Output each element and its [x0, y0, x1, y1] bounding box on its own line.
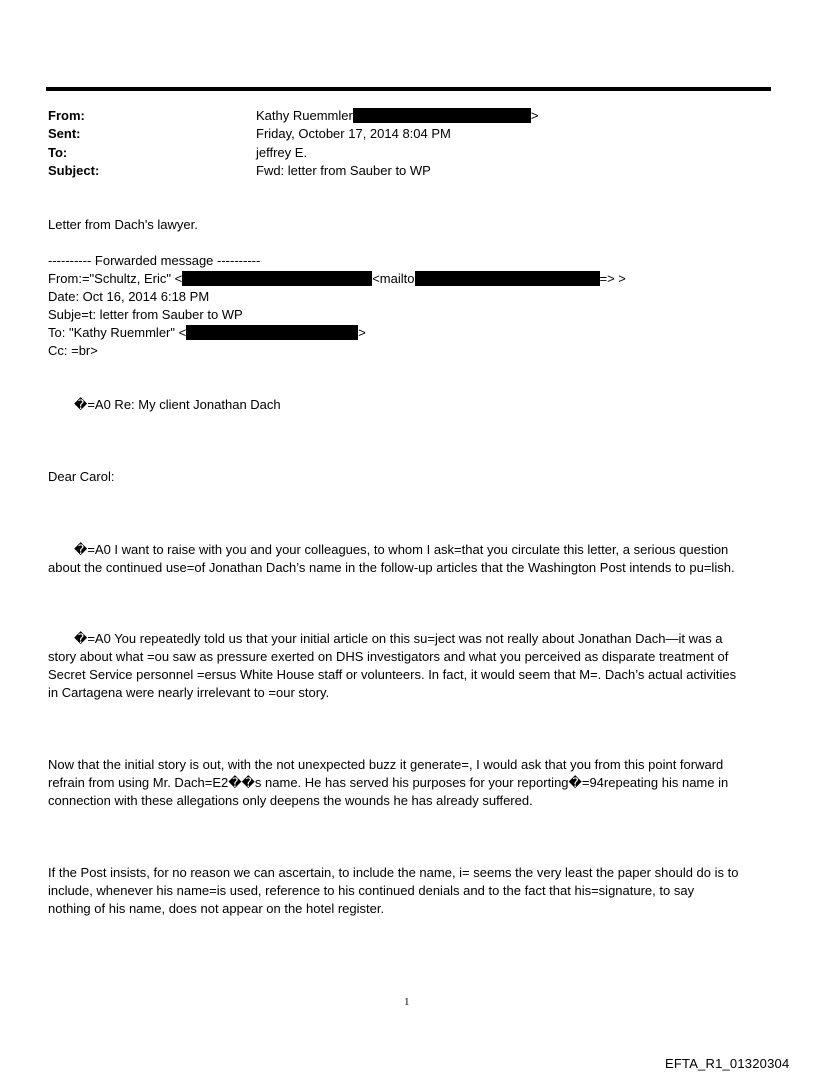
forwarded-subject: Subje=t: letter from Sauber to WP	[48, 307, 243, 322]
paragraph-line: Secret Service personnel =ersus White House staff or volunteers. In fact, it would seem that M=. Dach’s actual activities	[48, 667, 737, 682]
paragraph-line: connection with these allegations only deepens the wounds he has already suffered.	[48, 793, 533, 808]
bates-number: EFTA_R1_01320304	[665, 1056, 790, 1071]
forwarded-cc: Cc: =br>	[48, 343, 98, 358]
paragraph-line: nothing of his name, does not appear on the hotel register.	[48, 901, 385, 916]
redaction-box	[186, 325, 358, 340]
paragraph-line: Now that the initial story is out, with the not unexpected buzz it generate=, I would ask that you from this point forward	[48, 757, 724, 772]
forwarded-to-tail: >	[358, 325, 366, 340]
sent-label: Sent:	[48, 126, 81, 141]
redaction-box	[415, 271, 600, 286]
paragraph-line: about the continued use=of Jonathan Dach’s name in the follow-up articles that the Washington Post intends to pu=lish.	[48, 560, 735, 575]
paragraph-line: �=A0 I want to raise with you and your colleagues, to whom I ask=that you circulate this letter, a serious question	[74, 542, 729, 557]
redaction-box	[353, 108, 531, 123]
forwarded-date: Date: Oct 16, 2014 6:18 PM	[48, 289, 210, 304]
subject-value: Fwd: letter from Sauber to WP	[256, 163, 431, 178]
paragraph-line: refrain from using Mr. Dach=E2��s name. He has served his purposes for your reporting�=94repeating his name in	[48, 775, 729, 790]
from-tail: >	[530, 108, 539, 123]
intro-line: Letter from Dach's lawyer.	[48, 217, 198, 232]
salutation: Dear Carol:	[48, 469, 115, 484]
from-label: From:	[48, 108, 85, 123]
forwarded-divider: ---------- Forwarded message ----------	[48, 253, 261, 268]
paragraph-line: �=A0 You repeatedly told us that your initial article on this su=ject was not really about Jonathan Dach—it was a	[74, 631, 723, 646]
redaction-box	[182, 271, 372, 286]
subject-label: Subject:	[48, 163, 100, 178]
from-value	[256, 108, 538, 123]
paragraph-1	[48, 541, 766, 577]
forwarded-to-line	[48, 324, 366, 342]
re-line: �=A0 Re: My client Jonathan Dach	[74, 397, 281, 412]
header-rule	[46, 87, 771, 91]
paragraph-4	[48, 864, 766, 918]
paragraph-line: If the Post insists, for no reason we can ascertain, to include the name, i= seems the very least the paper should do is to	[48, 865, 739, 880]
paragraph-3	[48, 756, 766, 810]
forwarded-from-prefix: From:="Schultz, Eric" <	[48, 271, 183, 286]
paragraph-line: story about what =ou saw as pressure exerted on DHS investigators and what you perceived as disparate treatment of	[48, 649, 729, 664]
page-number: 1	[404, 996, 410, 1008]
paragraph-2	[48, 630, 766, 702]
forwarded-to-prefix: To: "Kathy Ruemmler" <	[48, 325, 187, 340]
forwarded-mailto: <mailto	[372, 271, 415, 286]
forwarded-from-line	[48, 270, 626, 288]
from-name: Kathy Ruemmler	[256, 108, 353, 123]
to-value: jeffrey E.	[256, 145, 308, 160]
forwarded-from-tail: => >	[599, 271, 626, 286]
sent-value: Friday, October 17, 2014 8:04 PM	[256, 126, 451, 141]
to-label: To:	[48, 145, 68, 160]
paragraph-line: include, whenever his name=is used, reference to his continued denials and to the fact that his=signature, to say	[48, 883, 695, 898]
paragraph-line: in Cartagena were nearly irrelevant to =our story.	[48, 685, 330, 700]
